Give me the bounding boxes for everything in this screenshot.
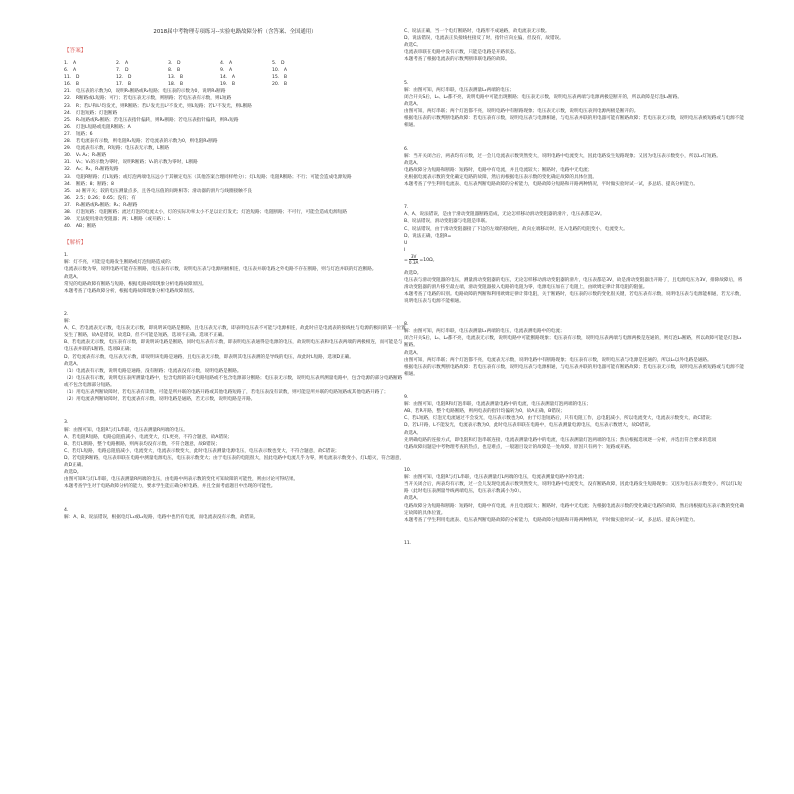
analysis-paragraph: （1）用电压表判断故障时，若电压表有读数，可能是所并联的电路开路或其他电路短路了，若电压表没有读数，则可能是所并联的电路短路或其他电路开路了； [64, 390, 389, 396]
answer-line: 25. R₁短路或R₂断路；若电压表指针偏转，则R₂断路；若电压表指针偏转，则R₁短路 [64, 117, 239, 123]
answer-line: 28. 若电流表有示数，则电阻R₁短路；若电流表的示数为0，则电阻R₂断路 [64, 139, 218, 145]
analysis-paragraph: 本题考查了电路故障分析，根据电路故障现象分析电路故障原因。 [64, 288, 198, 294]
answer-cell: 5. D [272, 61, 285, 66]
fraction-denominator: I [404, 247, 406, 253]
analysis-paragraph: 故选A。 [404, 160, 421, 166]
analysis-paragraph: 故选A。 [64, 274, 81, 280]
analysis-paragraph: 本题考查了根据电流表的示数判断串联电路的故障。 [404, 57, 510, 63]
analysis-paragraph: 解： [64, 319, 74, 325]
analysis-paragraph: 闭合开关S后，L₁、L₂都不亮，说明电路中可能出现断路；电压表无示数，说明电压表两端与电源两极是断开的，所以故障是灯泡L₁断路。 [404, 94, 682, 100]
analysis-heading: 【解析】 [64, 240, 87, 247]
left-column [64, 28, 406, 521]
analysis-paragraph: 9. [404, 395, 409, 401]
answer-line: 34. 断路；8；断路；8 [64, 181, 114, 187]
analysis-paragraph: C、若L短路，灯泡无电流通过不会发光，电压表示数也为0，由于灯泡短路后，只有电阻工作，总电阻减小，所以电流变大，电流表示数变大，故C错误； [404, 416, 715, 422]
answer-line: 40. AB；断路 [64, 224, 96, 230]
paragraph-spacer [64, 408, 406, 415]
analysis-paragraph: 故选C。 [404, 43, 421, 49]
paragraph-spacer [404, 193, 746, 200]
paragraph-spacer [404, 383, 746, 390]
analysis-paragraph: 根据电压表的示数判断电路故障：若电压表有示数，说明电压表与电源相通，与电压表并联的用电器可能有断路故障；若电压表无示数，说明电压表被短路或与电源不能相通。 [404, 116, 744, 129]
right-analysis [404, 28, 746, 233]
answer-cell: 17. B [116, 82, 132, 88]
paragraph-spacer [64, 299, 406, 306]
answer-cell: 11. D [64, 75, 80, 81]
analysis-paragraph: 先明确电路的连接方式，即电阻和灯泡串联连接，电流表测量电路中的电流，电压表测量灯泡两端的电压；然后根据选项逐一分析，并选出符合要求的选项 [404, 437, 717, 443]
analysis-paragraph: B、说法错误，滑动变阻器与电阻是串联。 [404, 219, 490, 225]
formula-suffix: =10Ω。 [419, 257, 438, 263]
analysis-paragraph: 8. [404, 322, 409, 328]
answer-cell: 12. D [116, 75, 132, 81]
formula-line [404, 233, 746, 240]
analysis-paragraph: D、说法错误，电流表正负接线柱接反了时，指针应向左偏，但没有，故错误。 [404, 36, 564, 42]
analysis-paragraph: 电压表与滑动变阻器的电压，测量滑动变阻器的电压，无论怎样移动滑动变阻器的滑片，电压表都是3V，故是滑动变阻器出开路了，且电源电压为3V，排除故障后，将滑动变阻器的滑片移至最左端，滑动变阻器接入电路的电阻为零，电源电压加在了电阻上，由欧姆定律计算电阻的阻值。 [404, 277, 743, 290]
right-analysis-continued [404, 270, 746, 548]
analysis-paragraph: 常见的电路故障有断路与短路，根据电路故障现象分析电路故障原因。 [64, 281, 207, 287]
analysis-paragraph: 解：由图可知，两灯串联，电压表测量L₂两端的电压； [404, 87, 515, 93]
analysis-paragraph: 故选A。 [64, 361, 81, 367]
analysis-paragraph: （2）用电流表判断故障时，若电流表有示数，说明电路是通路，若无示数，说明电路是开路。 [64, 397, 256, 403]
answer-cell: 3. D [168, 61, 181, 66]
answer-line: 38. 灯泡短路；电阻断路；流过灯泡的电流太小，灯的实际功率太小不足以让灯发光；灯泡短路；电阻断路；不可行，可能会造成电源短路 [64, 209, 347, 215]
answer-line: 31. V₁；V₁的示数为零时，说明R断路；V₁的示数为零时，L断路 [64, 160, 198, 166]
analysis-paragraph: 2. [64, 312, 69, 317]
analysis-paragraph: 故选D。 [64, 470, 82, 476]
answer-line: 36. 2.5；0.26；0.65；没有；有 [64, 195, 136, 201]
analysis-paragraph: 解：由图可知，电阻R与灯L串联，电压表测量灯L两端的电压，电流表测量电路中的电流； [404, 475, 587, 481]
answer-cell: 4. A [220, 61, 233, 66]
analysis-paragraph: 7. [404, 205, 409, 211]
answer-line: 32. A₂；R₁，R₁断路短路 [64, 167, 119, 173]
analysis-paragraph: 电流表示数为零，说明电路可能存在断路，电压表有示数，说明电压表与电源两极相连，电压表并联电路之外电路不存在断路，则与灯泡并联的灯泡断路。 [64, 267, 377, 273]
fraction-denominator-value: 0.3A [408, 259, 419, 265]
answer-line: 39. 无法使用滑动变阻器；两；L断路（或开路）；L [64, 217, 171, 223]
answer-cell: 14. A [220, 75, 236, 81]
analysis-paragraph: 故选A。 [404, 101, 421, 107]
analysis-paragraph: 闭合开关S后，L₁、L₂都不亮，电流表无示数，说明电路中可能断路现象；电压表有示数，说明电压表两端与电源两极是连通的，则灯泡L₁断路，所以故障可能是灯泡L₁断路。 [404, 336, 742, 349]
analysis-paragraph: 解：由图可知，电阻R和灯泡串联，电流表测量电路中的电流，电压表测量灯泡两端的电压； [404, 402, 591, 408]
analysis-paragraph: 1. [64, 253, 69, 259]
answer-line: 21. 电压表的示数为0，说明R₁断路或R₂短路；电压表的示数为0，说明R₁断路 [64, 89, 226, 95]
analysis-paragraph: 当开关闭合后，两表均有示数，过一会儿发现电流表示数突然变大，说明电路中电流变大，没有断路故障，因此电路发生短路现象；又因为电压表示数变小，所以灯L短路（此时电压表测量导线两端电压，电压表示数减小为0）。 [404, 482, 742, 495]
analysis-paragraph: 10. [404, 468, 412, 474]
answer-line: 30. V₁ A₂；R₁断路 [64, 153, 107, 159]
analysis-paragraph: D、若L开路，L不能发光，电流表示数为0，此时电压表串联在电路中，电压表测量电源电压，电压表示数增大，故D错误。 [404, 423, 654, 429]
analysis-paragraph: 解：灯不亮，可能是电路发生断路或灯泡短路造成的； [64, 260, 175, 266]
answer-cell: 9. A [220, 68, 233, 74]
analysis-paragraph: C、说法错误，由于滑动变阻器接了下边的左端的接线柱，故向左端移动时，连入电路的电阻变小，电流变大。 [404, 226, 628, 232]
answer-cell: 2. A [116, 61, 129, 66]
paragraph-spacer [404, 528, 746, 535]
analysis-paragraph: 6. [404, 146, 409, 152]
analysis-paragraph: 解：由图可知，两灯串联，电压表测量L₁两端的电压，电流表测电路中的电流； [404, 329, 565, 335]
analysis-paragraph: 电路故障问题是中考物理考查的热点，也是难点，一般题目设计的故障是一处故障，原因只有两个：短路或开路。 [404, 444, 634, 450]
paragraph-spacer [404, 134, 746, 141]
analysis-paragraph: 电路故障分为短路和断路：短路时，电路中有电流，并且电流较大；断路时，电路中无电流； [404, 167, 593, 173]
document-title: 2018届中考物理专项练习--实验电路故障分析（含答案、全国通用） [153, 29, 317, 35]
analysis-paragraph: B、若电流表无示数，电压表有示数，即说明该电路是断路，同时电压表有示数，即表明电压表通得是电源的电压，故说明电压表和电压表两端的两极相连，而可能是与电压表并联的L断路，选项B正确； [64, 340, 403, 353]
answer-line: 24. 灯泡短路；灯泡断路 [64, 110, 118, 116]
paragraph-spacer [64, 495, 406, 502]
analysis-paragraph: D、若电阻R断路，电压表串联在电路中测量电源电压，电压表示数变大；由于电压表的电阻很大，因此电路中电流几乎为零，则电流表示数变小，灯L熄灭，符合题意，故D正确。 [64, 455, 405, 468]
analysis-paragraph: 11. [404, 540, 412, 546]
answer-line: 23. R；若L¹和L¹均发光，则R断路；若L¹发光且L²不发光，则L短路；若L¹不发光，则L断路 [64, 103, 252, 109]
right-column [404, 28, 746, 547]
analysis-paragraph: AB、若R开路，整个电路断路，则两电表的指针均偏转为0，故A正确，B错误； [404, 409, 566, 415]
analysis-paragraph: 先根据电流表示数的变化确定电路的故障，然后再根据电压表示数的变化确定故障的具体位置。 [404, 174, 597, 180]
analysis-paragraph: A、C、若电流表无示数，电压表无示数，即说明该电路是断路，且电压表无示数，即表明电压表不可能与电源相连，故此时应是电流表的接线柱与电源的极间的某一位置发生了断路，故A是错误，故选D，但不可能是短路，选项不正确。选项不正确。 [64, 326, 406, 339]
analysis-paragraph: C、说法正确，当一个电灯断路时，电路形不成通路，故电流表无示数。 [404, 29, 550, 34]
analysis-paragraph: C、若灯L短路，电路总阻值减小，电流变大，电流表示数变大，此时电压表测量电源电压，电压表示数也变大，不符合题意，故C错误； [64, 448, 340, 454]
analysis-paragraph: 由图可知，两灯串联；两个灯泡都不亮，电流表无示数，说明电路中有断路现象；电压表有示数，说明电压表与电源是连通的，所以L₁以外电路是通路。 [404, 357, 712, 363]
analysis-paragraph: 本题考查学生对于电路故障分析的能力，要求学生能正确分析电路，并且全面考虑题目中出现的可能性。 [64, 484, 276, 490]
analysis-paragraph: 本题考查了学生利用电流表、电压表判断电路故障的分析能力，电路故障分短路和开路两种情况，平时做实验时试一试，多总结、提高分析能力。 [404, 181, 699, 187]
answer-cell: 8. B [168, 68, 181, 74]
fraction-numerator: U [404, 240, 408, 246]
answer-line: 22. R断路或L短路；可行；若电压表无示数，则断路；若电压表有示数，则L短路 [64, 96, 232, 102]
answer-line: 35. a) 断开关；较的电压测量点多，且各电压值的间距相等；滑动器的滑片与线圈接触不良 [64, 188, 252, 194]
fraction-values [409, 254, 419, 265]
answer-cell: 10. A [272, 68, 288, 74]
analysis-paragraph: 4. [64, 507, 69, 513]
answer-line: 26. 灯泡L短路或电阻R断路；A [64, 124, 131, 130]
left-analysis [64, 252, 406, 520]
analysis-paragraph: 解：由图可知，电阻R与灯L串联，电压表测量R两端的电压。 [64, 427, 188, 433]
formula-prefix: D、说法正确，电阻R= [404, 233, 452, 239]
answer-line: 33. 电阻R断路；灯L短路；或灯泡两端电压远小于其额定电压（其他答案合理同样给分）；灯L短路；电阻R断路；不行；可能会造成电源短路 [64, 174, 352, 180]
paragraph-spacer [404, 310, 746, 317]
answer-cell: 20. B [272, 82, 288, 88]
analysis-paragraph: 本题考查了学生利用电流表、电压表判断电路故障的分析能力，电路故障分短路和开路两种情况，平时做实验时试一试，多总结、提高分析能力。 [404, 517, 699, 523]
answer-cell: 1. A [64, 61, 77, 66]
analysis-paragraph: 由图可知R与灯L串联，电压表测量R两端的电压，由电路中两表示数的变化可知故障的可能性，则由讨论可得结果。 [64, 477, 299, 483]
analysis-paragraph: 本题考查了电路的识别。电路故障的判断和利用欧姆定律计算电阻，关于断路时，电压表的示数的变化很关键，若电压表有示数，说明电压表与电源能相通，若无示数，说明电压表与电源不能相通。 [404, 291, 744, 304]
analysis-paragraph: 3. [64, 420, 69, 426]
analysis-paragraph: 故选D。 [404, 270, 422, 276]
answer-cell: 6. A [64, 68, 77, 74]
analysis-paragraph: 解：A、B、说法错误，根据电灯L₁或L₂短路，电路中也仍有电流，而电流表没有示数，故错误。 [64, 514, 259, 520]
answer-grid [64, 60, 324, 88]
analysis-paragraph: 根据电压表的示数判断电路故障：若电压表有示数，说明电压表与电源相通，与电压表并联的用电器可能有断路故障；若电压表无示数，说明电压表被短路或与电源不能相通。 [404, 364, 744, 377]
answer-line: 27. 短路；6 [64, 131, 93, 137]
analysis-paragraph: 解：当开关闭合后，两表均有示数，过一会儿电流表示数突然变大，说明电路中电流变大，因此电路发生短路现象；又因为电压表示数变小，所以L₁灯短路。 [404, 153, 721, 159]
analysis-paragraph: D、若电流表有示数，电压表无示数，即说明该电路是通路，且电压表无示数，即表明其电压表测的是导线的电压，故此时L短路，选项D正确。 [64, 354, 354, 360]
analysis-paragraph: 5. [404, 80, 409, 86]
answer-cell: 15. B [272, 75, 288, 81]
answer-line: 37. R₁断路或R₂断路；R₁；R₂断路 [64, 202, 138, 208]
analysis-paragraph: （1）电流表有示数，说明电路是通路，没有断路；电流表没有示数，说明电路是断路。 [64, 368, 242, 374]
answer-cell: 18. B [168, 82, 184, 88]
analysis-paragraph: 故选A。 [404, 350, 421, 356]
analysis-paragraph: 电路故障分为短路和断路：短路时，电路中有电流，并且电流较大；断路时，电路中无电流；先根据电流表示数的变化确定电路的故障，然后再根据电压表示数的变化确定故障的具体位置。 [404, 503, 744, 516]
paragraph-spacer [404, 68, 746, 75]
analysis-paragraph: 电流表串联在电路中没有示数，只能是电路是开路状态。 [404, 50, 519, 56]
analysis-paragraph: 故选A。 [404, 430, 421, 436]
analysis-paragraph: 由图可知，两灯串联；两个灯泡都不亮，说明电路中有断路现象；电压表无示数，说明电压表到电源两极是断开的。 [404, 109, 639, 115]
analysis-paragraph: A、若电阻R短路，电路总阻值减小，电流变大，灯L更亮，不符合题意，故A错误； [64, 434, 233, 440]
fraction-numerator-value: 3V [410, 253, 417, 259]
answer-cell: 7. D [116, 68, 129, 74]
answer-cell: 13. B [168, 75, 184, 81]
answer-line: 29. 电流表有示数，R短路；电压表无示数，L断路 [64, 146, 169, 152]
analysis-paragraph: A、A、说法错误，是由于滑动变阻器断路造成，无论怎样移动滑动变阻器的滑片，电压表都是3V。 [404, 212, 605, 218]
analysis-paragraph: 故选A。 [404, 496, 421, 502]
paragraph-spacer [404, 455, 746, 462]
answer-lines [64, 88, 406, 230]
answer-cell: 16. B [64, 82, 80, 88]
formula-equals: = [404, 257, 408, 263]
analysis-paragraph: B、若灯L断路，整个电路断路，则两表均没有示数，不符合题意，故B错误； [64, 441, 220, 447]
answer-heading: 【答案】 [64, 48, 87, 54]
answer-cell: 19. B [220, 82, 236, 88]
analysis-paragraph: （2）电压表有示数，说明电压表所测量电路中，包含电源的部分电路短路或不包含电源部分断路；电压表无示数，说明电压表所测量电路中，包含电源的部分电路断路或不包含电源部分短路。 [64, 375, 403, 388]
